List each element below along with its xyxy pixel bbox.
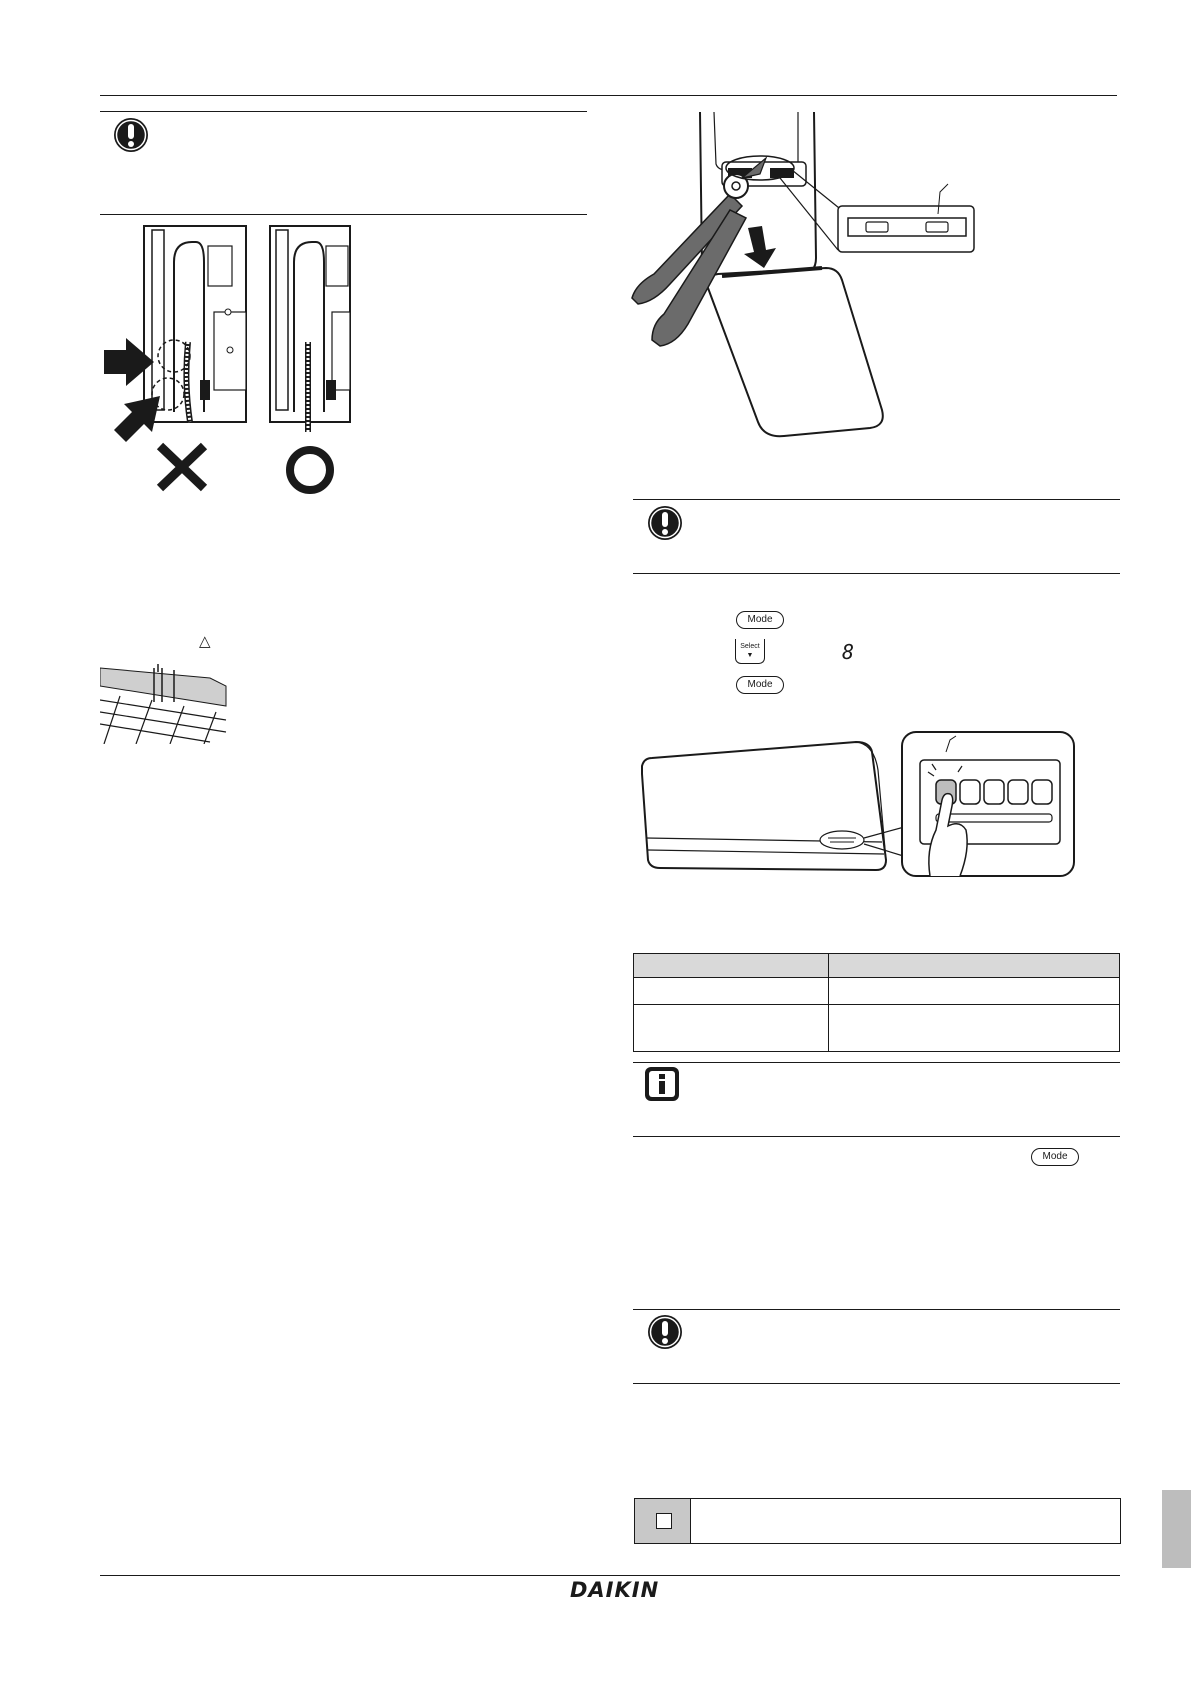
- segment-display-char: 8: [842, 640, 855, 664]
- indoor-unit-button-illustration: [630, 730, 1080, 880]
- warning-block-3-bottom-rule: [633, 1383, 1120, 1384]
- chapter-side-tab: [1162, 1490, 1191, 1568]
- warning-block-2-top-rule: [633, 499, 1120, 500]
- warning-exclamation-icon: [646, 504, 684, 542]
- table-header-cell: [633, 953, 829, 978]
- info-icon: [643, 1065, 681, 1103]
- daikin-logo: DAIKIN: [570, 1578, 660, 1602]
- filter-clip-illustration: [100, 660, 230, 744]
- warning-block-3-top-rule: [633, 1309, 1120, 1310]
- table-cell: [828, 977, 1120, 1005]
- footer-rule: [100, 1575, 1120, 1576]
- table-cell: [633, 977, 829, 1005]
- warning-block-2-bottom-rule: [633, 573, 1120, 574]
- mode-key-icon: Mode: [736, 611, 784, 629]
- warning-block-bottom-rule: [100, 214, 587, 215]
- info-block-bottom-rule: [633, 1136, 1120, 1137]
- header-rule: [100, 95, 1117, 96]
- table-cell: [828, 1004, 1120, 1052]
- warning-exclamation-icon: [112, 116, 150, 154]
- drain-hose-illustration: [100, 222, 390, 498]
- checkbox-icon[interactable]: [656, 1513, 672, 1529]
- remote-controller-pliers-illustration: [630, 108, 1050, 468]
- correct-routing-panel: [270, 226, 350, 490]
- table-header-cell: [828, 953, 1120, 978]
- warning-exclamation-icon: [646, 1313, 684, 1351]
- select-key-label: Select: [740, 643, 760, 650]
- info-block-top-rule: [633, 1062, 1120, 1063]
- mode-key-icon: Mode: [1031, 1148, 1079, 1166]
- checklist-row: [634, 1498, 1121, 1544]
- wrong-routing-panel: [104, 226, 246, 488]
- table-cell: [633, 1004, 829, 1052]
- mode-key-icon: Mode: [736, 676, 784, 694]
- triangle-mark: △: [199, 632, 211, 650]
- select-down-key-icon: [735, 639, 765, 664]
- warning-block-top-rule: [100, 111, 587, 112]
- checkbox-cell: [635, 1499, 691, 1543]
- select-key-arrow: ▼: [746, 652, 754, 659]
